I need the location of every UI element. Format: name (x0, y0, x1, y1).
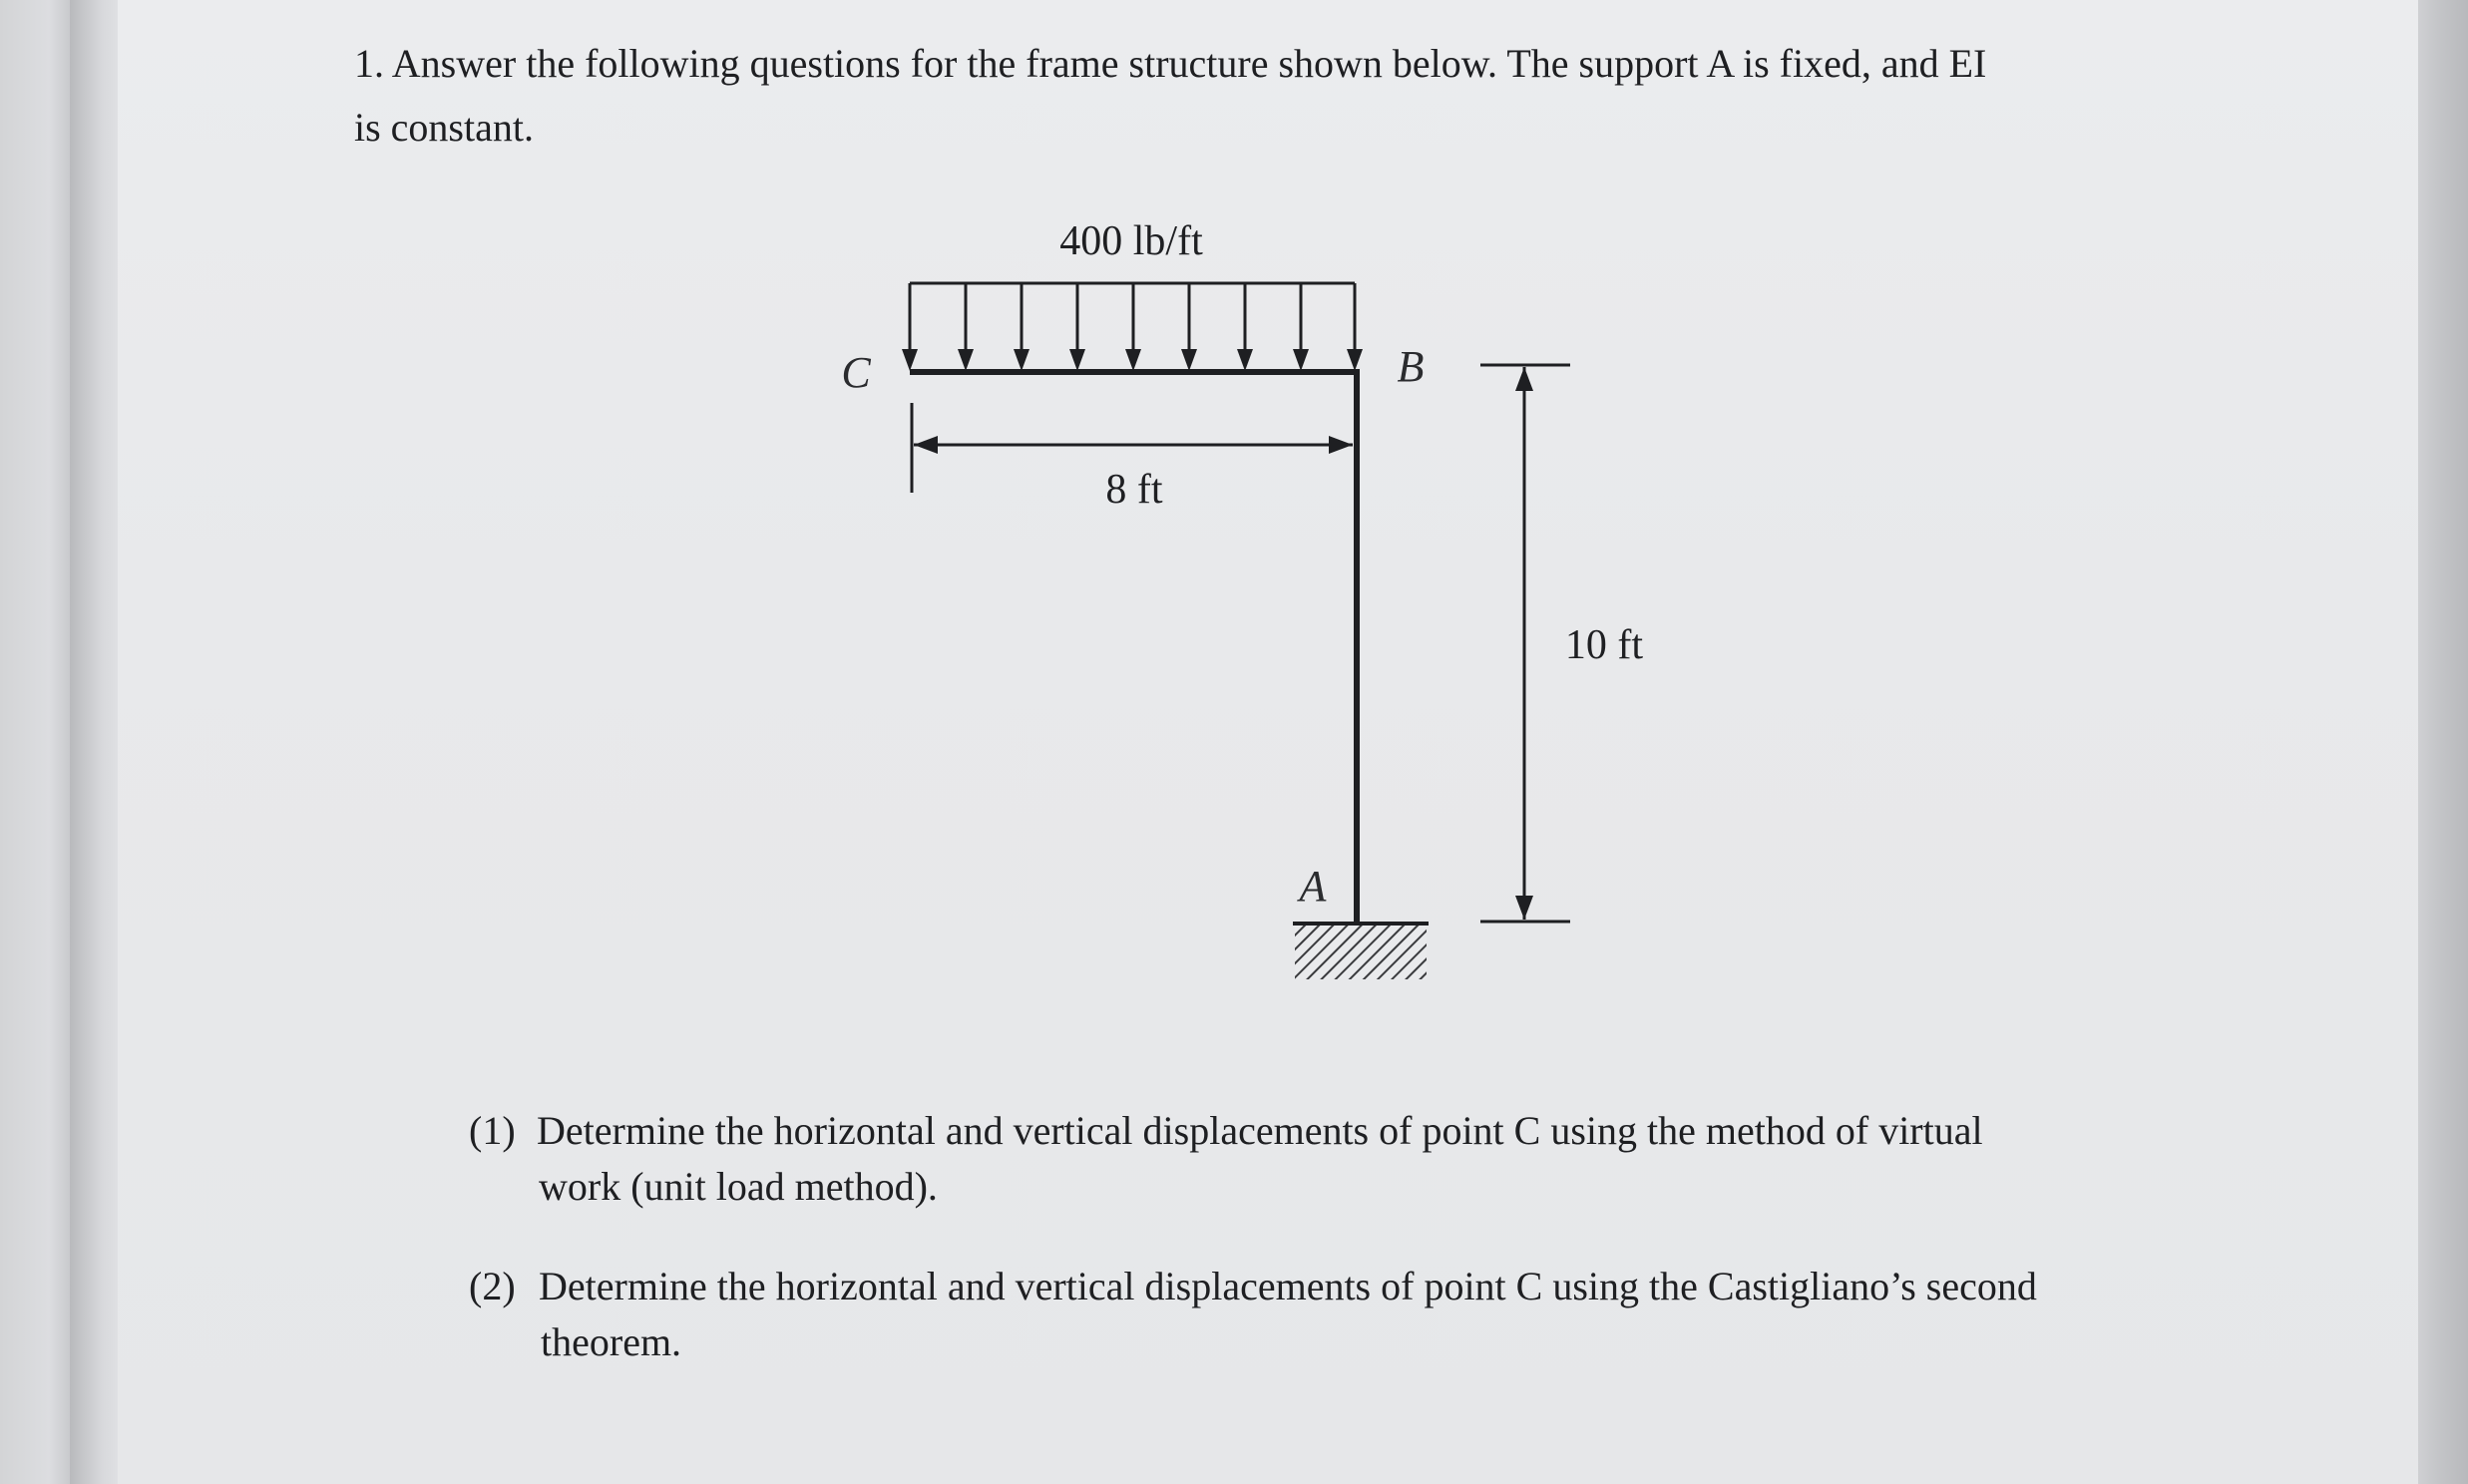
question-2-number: (2) (469, 1264, 516, 1308)
problem-number: 1. (354, 41, 384, 86)
problem-statement: Answer the following questions for the frame structure shown below. The support A is fixed, and EI (391, 41, 1987, 86)
distributed-load (902, 283, 1363, 371)
question-1-line-2: work (unit load method). (539, 1164, 938, 1209)
label-point-b: B (1397, 342, 1425, 391)
load-label: 400 lb/ft (1059, 218, 1203, 264)
problem-statement-line-2: is constant. (354, 105, 534, 150)
fixed-support-hatch (1295, 926, 1427, 979)
question-1-line-1 (469, 1107, 1983, 1155)
question-2-text: Determine the horizontal and vertical displacements of point C using the Castigliano’s second (539, 1264, 2037, 1308)
label-point-c: C (841, 348, 871, 397)
span-label: 8 ft (1105, 467, 1163, 513)
question-1-text: Determine the horizontal and vertical displacements of point C using the method of virtual (537, 1108, 1983, 1153)
height-label: 10 ft (1564, 622, 1644, 668)
question-2-line-2: theorem. (541, 1319, 682, 1364)
question-1-number: (1) (469, 1108, 516, 1153)
load-arrows (902, 283, 1363, 371)
question-2-line-1 (469, 1263, 2037, 1310)
label-point-a: A (1299, 862, 1327, 911)
height-dimension (1480, 365, 1570, 922)
